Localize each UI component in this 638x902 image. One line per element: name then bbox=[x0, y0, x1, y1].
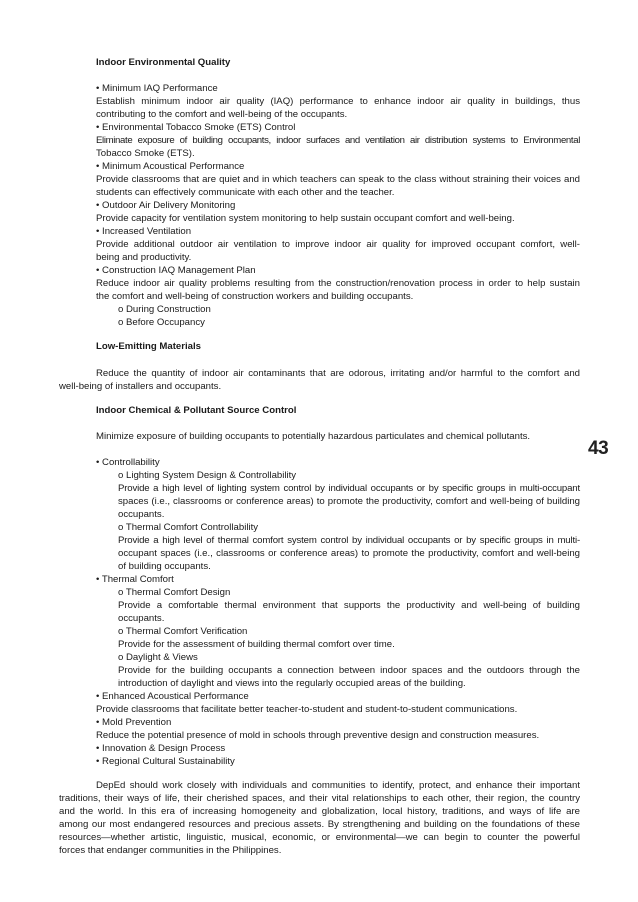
section-heading-low-emitting: Low-Emitting Materials bbox=[96, 341, 202, 352]
thermal-design-text: Provide a comfortable thermal environment that supports the productivity and well-being of building bbox=[118, 600, 580, 611]
thermal-design-text-cont: occupants. bbox=[118, 613, 165, 624]
bullet-enhanced-acoustic: • Enhanced Acoustical Performance bbox=[96, 691, 249, 702]
daylight-text: Provide for the building occupants a connection between indoor spaces and the outdoors through the bbox=[118, 665, 580, 676]
bullet-controllability: • Controllability bbox=[96, 457, 160, 468]
construction-text-cont: the comfort and well-being of construction workers and building occupants. bbox=[96, 291, 414, 302]
sub-thermal-design: o Thermal Comfort Design bbox=[118, 587, 231, 598]
bullet-outdoor-air: • Outdoor Air Delivery Monitoring bbox=[96, 200, 236, 211]
bullet-regional-cultural: • Regional Cultural Sustainability bbox=[96, 756, 235, 767]
thermal-ctrl-text-end: of building occupants. bbox=[118, 561, 211, 572]
lighting-text-cont: spaces (i.e., classrooms or conference areas) to promote the productivity, comfort and well-being of building bbox=[118, 496, 580, 507]
ventilation-text-cont: being and productivity. bbox=[96, 252, 192, 263]
sub-during-construction: o During Construction bbox=[118, 304, 211, 315]
thermal-ctrl-text-cont: occupant spaces (i.e., classrooms or conference areas) to promote the productivity, comfort and well-being bbox=[118, 548, 580, 559]
sub-thermal-controllability: o Thermal Comfort Controllability bbox=[118, 522, 259, 533]
closing-text-2: traditions, their ways of life, their cherished spaces, and their vital relationships to each other, their region, the country bbox=[59, 793, 580, 804]
section-heading-ieq: Indoor Environmental Quality bbox=[96, 57, 231, 68]
outdoor-air-text: Provide capacity for ventilation system monitoring to help sustain occupant comfort and well-being. bbox=[96, 213, 515, 224]
bullet-min-iaq: • Minimum IAQ Performance bbox=[96, 83, 218, 94]
min-iaq-text: Establish minimum indoor air quality (IAQ) performance to enhance indoor air quality in buildings, thus bbox=[96, 96, 580, 107]
sub-thermal-verification: o Thermal Comfort Verification bbox=[118, 626, 248, 637]
ventilation-text: Provide additional outdoor air ventilation to improve indoor air quality for improved occupant comfort, well- bbox=[96, 239, 580, 250]
closing-text-3: and the world. In this era of increasing homogeneity and globalization, local history, traditions, and ways of life are bbox=[59, 806, 580, 817]
section-heading-chemical: Indoor Chemical & Pollutant Source Control bbox=[96, 405, 297, 416]
construction-text: Reduce indoor air quality problems resulting from the construction/renovation process in order to help sustain bbox=[96, 278, 580, 289]
bullet-thermal-comfort: • Thermal Comfort bbox=[96, 574, 174, 585]
closing-text-4: among our most endangered resources and precious assets. By strengthening and building on the foundations of these bbox=[59, 819, 580, 830]
bullet-mold-prevention: • Mold Prevention bbox=[96, 717, 172, 728]
bullet-innovation: • Innovation & Design Process bbox=[96, 743, 226, 754]
bullet-ventilation: • Increased Ventilation bbox=[96, 226, 192, 237]
sub-lighting: o Lighting System Design & Controllability bbox=[118, 470, 297, 481]
bullet-construction-iaq: • Construction IAQ Management Plan bbox=[96, 265, 256, 276]
thermal-verification-text: Provide for the assessment of building thermal comfort over time. bbox=[118, 639, 395, 650]
daylight-text-cont: introduction of daylight and views into the regularly occupied areas of the building. bbox=[118, 678, 466, 689]
ets-text-cont: Tobacco Smoke (ETS). bbox=[96, 148, 195, 159]
sub-daylight-views: o Daylight & Views bbox=[118, 652, 198, 663]
enhanced-acoustic-text: Provide classrooms that facilitate better teacher-to-student and student-to-student communications. bbox=[96, 704, 518, 715]
bullet-ets: • Environmental Tobacco Smoke (ETS) Control bbox=[96, 122, 296, 133]
closing-text-5: resources—whether artistic, linguistic, musical, economic, or environmental—we can begin to counter the powerful bbox=[59, 832, 580, 843]
acoustic-text: Provide classrooms that are quiet and in which teachers can speak to the class without straining their voices and bbox=[96, 174, 580, 185]
ets-text: Eliminate exposure of building occupants, indoor surfaces and ventilation air distribution systems to Environmental bbox=[96, 135, 580, 146]
lighting-text: Provide a high level of lighting system control by individual occupants or by specific groups in multi-occupant bbox=[118, 483, 580, 494]
low-emitting-text: Reduce the quantity of indoor air contaminants that are odorous, irritating and/or harmful to the comfort and bbox=[96, 368, 580, 379]
low-emitting-text-cont: well-being of installers and occupants. bbox=[59, 381, 222, 392]
mold-prevention-text: Reduce the potential presence of mold in schools through preventive design and construction measures. bbox=[96, 730, 540, 741]
closing-text-1: DepEd should work closely with individuals and communities to identify, protect, and enhance their important bbox=[96, 780, 580, 791]
thermal-ctrl-text: Provide a high level of thermal comfort system control by individual occupants or by specific groups in multi- bbox=[118, 535, 580, 546]
lighting-text-end: occupants. bbox=[118, 509, 165, 520]
chemical-intro: Minimize exposure of building occupants to potentially hazardous particulates and chemical pollutants. bbox=[96, 431, 531, 442]
acoustic-text-cont: students can effectively communicate with each other and the teacher. bbox=[96, 187, 395, 198]
sub-before-occupancy: o Before Occupancy bbox=[118, 317, 205, 328]
bullet-acoustic: • Minimum Acoustical Performance bbox=[96, 161, 245, 172]
min-iaq-text-cont: contributing to the comfort and well-being of the occupants. bbox=[96, 109, 348, 120]
closing-text-6: forces that endanger communities in the Philippines. bbox=[59, 845, 282, 856]
page-number: 43 bbox=[588, 438, 609, 459]
